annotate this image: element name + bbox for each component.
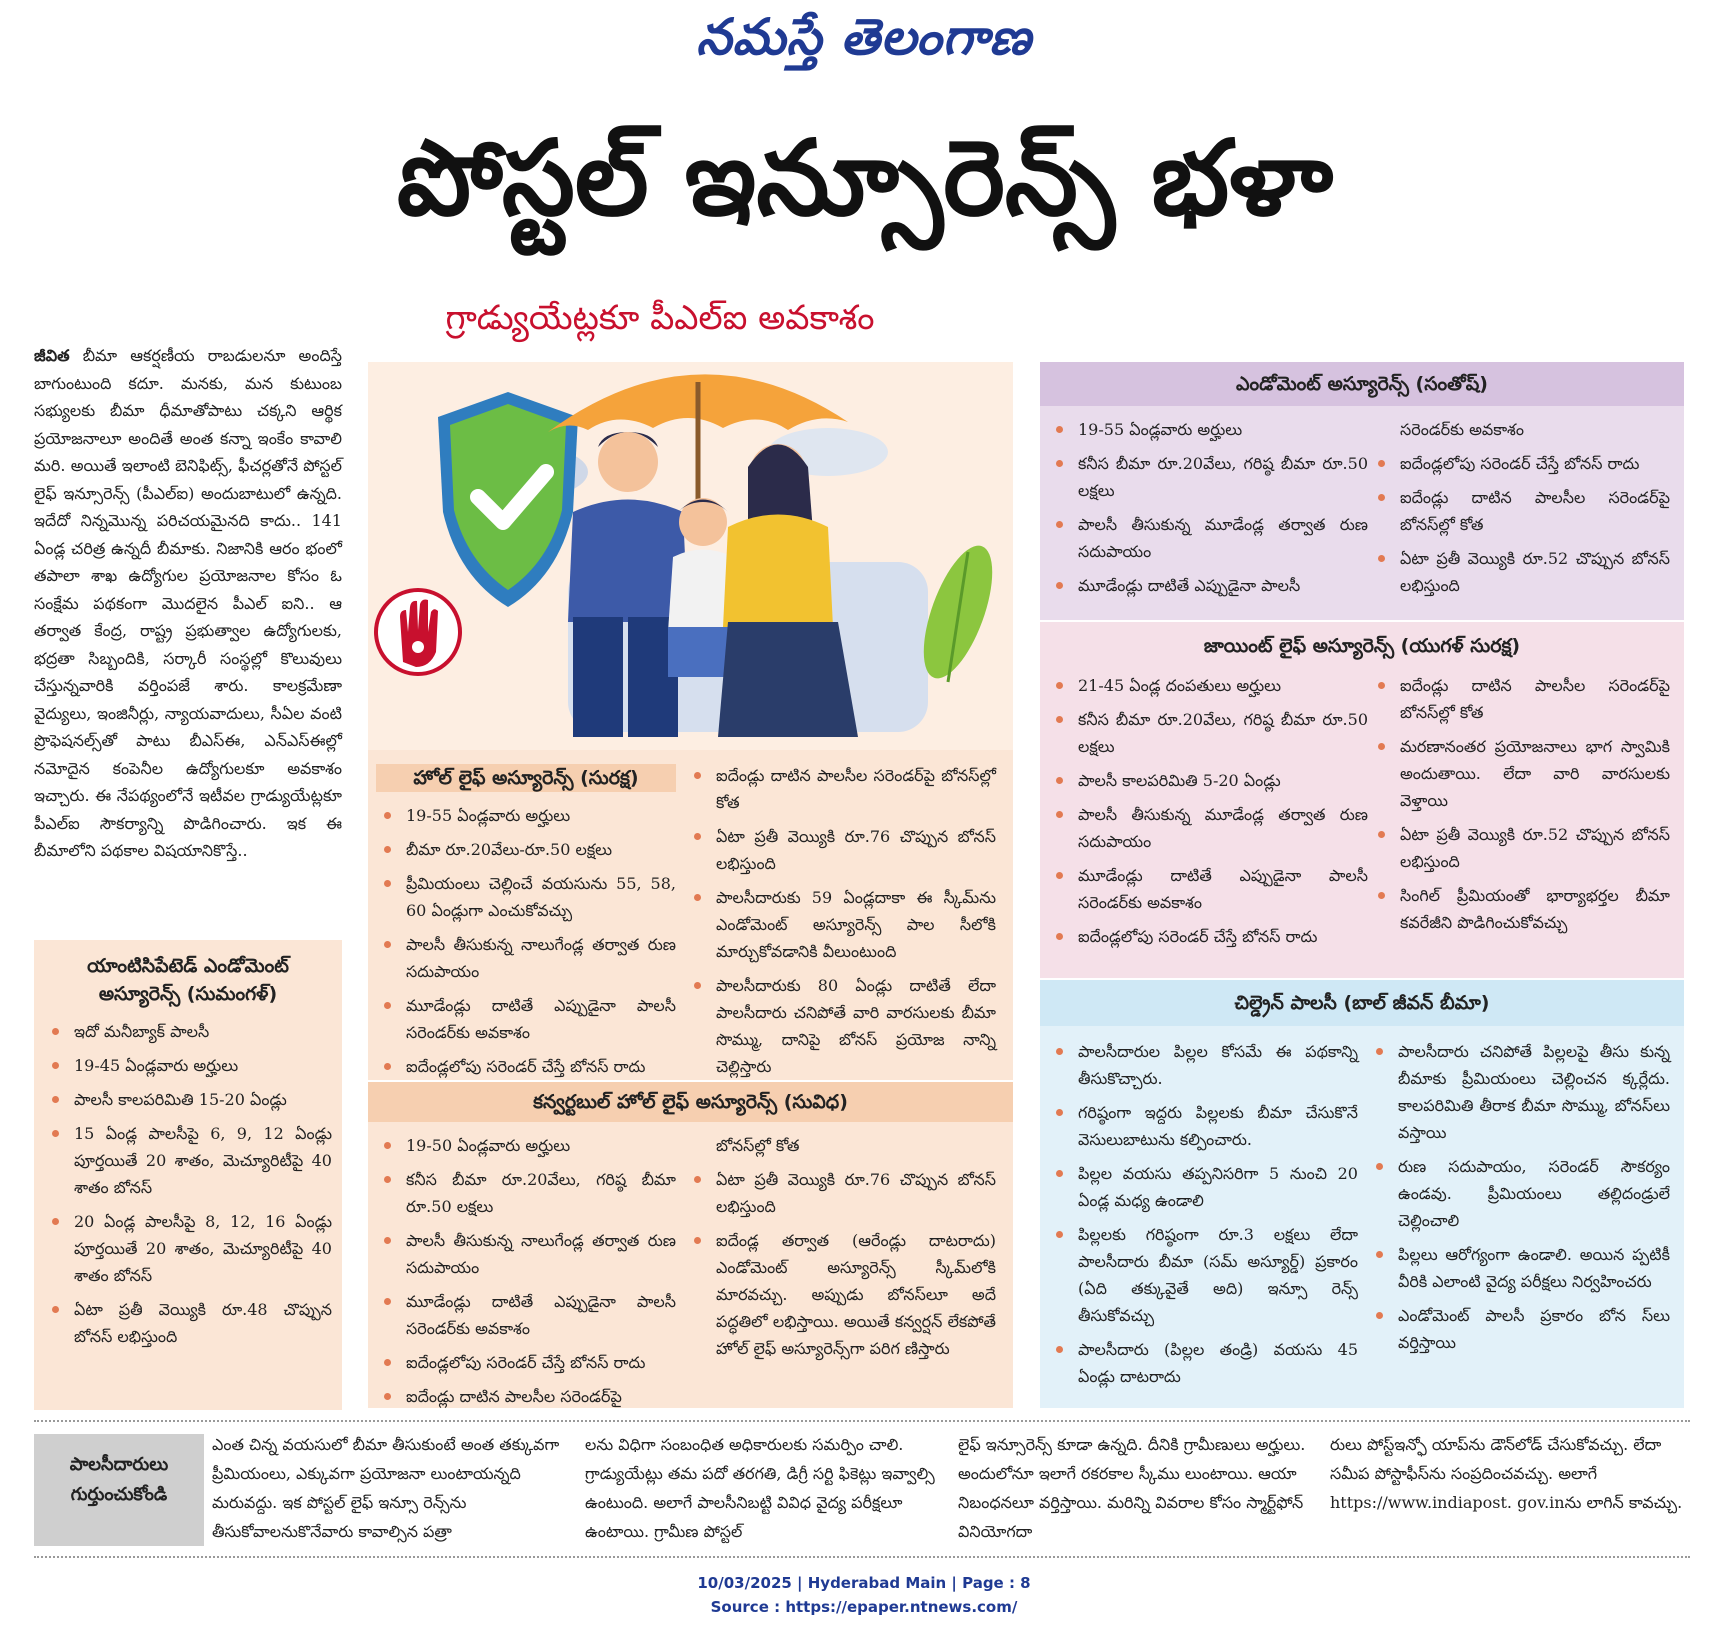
endowment-right-list — [1370, 450, 1670, 606]
subheadline: గ్రాడ్యుయేట్లకూ పీఎల్ఐ అవకాశం — [445, 298, 875, 338]
list-item: ఇదో మనీబ్యాక్ పాలసీ — [44, 1018, 332, 1045]
list-item: పాలసీ తీసుకున్న మూడేండ్ల తర్వాత రుణ సదుపాయం — [1048, 801, 1368, 855]
list-item: ఐదేండ్లలోపు సరెండర్ చేస్తే బోనస్ రాదు — [376, 1349, 676, 1376]
list-item: సింగిల్ ప్రీమియంతో భార్యాభర్తల బీమా కవరేజీని పొడిగించుకోవచ్చు — [1370, 882, 1670, 936]
intro-paragraph — [34, 342, 342, 865]
list-item: పిల్లలు ఆరోగ్యంగా ఉండాలి. అయిన ప్పటికీ వీరికి ఎలాంటి వైద్య పరీక్షలు నిర్వహించరు — [1368, 1241, 1670, 1295]
convertible-box — [368, 1082, 1013, 1408]
list-item: పాలసీ కాలపరిమితి 5-20 ఏండ్లు — [1048, 767, 1368, 794]
anticipated-list — [44, 1018, 332, 1350]
masthead: నమస్తే తెలంగాణ — [696, 8, 1032, 66]
endowment-box — [1040, 362, 1684, 620]
whole-life-title: హోల్ లైఫ్ అస్యూరెన్స్ (సురక్ష) — [376, 764, 676, 792]
footer-note-col2: లను విధిగా సంబంధిత అధికారులకు సమర్పిం చాలి. గ్రాడ్యుయేట్లు తమ పదో తరగతి, డిగ్రీ సర్టి ఫికెట్లు ఇవ్వాల్సి ఉంటుంది. అలాగే పాలసీనిబట్టి వివిధ వైద్య పరీక్షలూ ఉంటాయి. గ్రామీణ పోస్టల్ — [585, 1435, 935, 1541]
anticipated-title: యాంటిసిపేటెడ్ ఎండోమెంట్ అస్యూరెన్స్ (సుమంగళ్) — [87, 955, 289, 1005]
list-item: పాలసీ తీసుకున్న నాలుగేండ్ల తర్వాత రుణ సదుపాయం — [376, 931, 676, 985]
list-item: రుణ సదుపాయం, సరెండర్ సౌకర్యం ఉండవు. ప్రీమియంలు తల్లిదండ్రులే చెల్లించాలి — [1368, 1153, 1670, 1234]
list-item: గరిష్ఠంగా ఇద్దరు పిల్లలకు బీమా చేసుకొనే వెసులుబాటును కల్పించారు. — [1048, 1099, 1358, 1153]
intro-text: బీమా ఆకర్షణీయ రాబడులనూ అందిస్తే బాగుంటుంది కదూ. మనకు, మన కుటుంబ సభ్యులకు బీమా ధీమాతోపాటు చక్కని ఆర్థిక ప్రయోజనాలూ అందితే అంత కన్నా ఇంకేం కావాలి మరి. అయితే ఇలాంటి బెనిఫిట్స్, ఫీచర్లతోనే పోస్టల్ లైఫ్ ఇన్సూరెన్స్ (పీఎల్ఐ) అందుబాటులో ఉన్నది. ఇదేదో నిన్నమొన్న పరిచయమైనది కాదు.. 141 ఏండ్ల చరిత్ర ఉన్నదీ బీమాకు. నిజానికి ఆరం భంలో తపాలా శాఖ ఉద్యోగుల ప్రయోజనాల కోసం ఓ సంక్షేమ పథకంగా మొదలైన పీఎల్ ఐని.. ఆ తర్వాత కేంద్ర, రాష్ట్ర ప్రభుత్వాల ఉద్యోగులకు, భద్రతా సిబ్బందికి, సర్కారీ సంస్థల్లో కొలువులు చేస్తున్నవారికి వర్తింపజే శారు. కాలక్రమేణా వైద్యులు, ఇంజినీర్లు, న్యాయవాదులు, సీఏల వంటి ప్రొఫెషనల్స్‌తో పాటు బీఎస్ఈ, ఎన్ఎస్ఈల్లో నమోదైన కంపెనీల ఉద్యోగులకూ అవకాశం ఇచ్చారు. ఈ నేపథ్యంలోనే ఇటీవల గ్రాడ్యుయేట్లకూ పీఎల్ఐ సౌకర్యాన్ని పొడిగించారు. ఇక ఈ బీమాలోని పథకాల విషయానికొస్తే.. — [34, 346, 342, 860]
list-item: పాలసీ తీసుకున్న నాలుగేండ్ల తర్వాత రుణ సదుపాయం — [376, 1227, 676, 1281]
convertible-title: కన్వర్టబుల్ హోల్ లైఫ్ అస్యూరెన్స్ (సువిధ) — [368, 1082, 1013, 1122]
children-box — [1040, 980, 1684, 1408]
list-item: 19-45 ఏండ్లవారు అర్హులు — [44, 1052, 332, 1079]
children-left-list — [1048, 1038, 1358, 1397]
list-item: మూడేండ్లు దాటితే ఎప్పుడైనా పాలసీ — [1048, 572, 1368, 599]
whole-life-right-list — [686, 762, 996, 1087]
list-item: మరణానంతర ప్రయోజనాలు భాగ స్వామికి అందుతాయి. లేదా వారి వారసులకు వెళ్తాయి — [1370, 733, 1670, 814]
list-item: ఏటా ప్రతీ వెయ్యికి రూ.48 చొప్పున బోనస్ లభిస్తుంది — [44, 1296, 332, 1350]
joint-life-left-list — [1048, 672, 1368, 957]
list-item: కనీస బీమా రూ.20వేలు, గరిష్ఠ బీమా రూ.50 లక్షలు — [1048, 706, 1368, 760]
list-item: ఐదేండ్లు దాటిన పాలసీల సరెండర్‌పై బోనస్‌ల్లో కోత — [686, 762, 996, 816]
list-item: ఐదేండ్లలోపు సరెండర్ చేస్తే బోనస్ రాదు — [1048, 923, 1368, 950]
list-item: పిల్లల వయసు తప్పనిసరిగా 5 నుంచి 20 ఏండ్ల మధ్య ఉండాలి — [1048, 1160, 1358, 1214]
endowment-title: ఎండోమెంట్ అస్యూరెన్స్ (సంతోష్) — [1040, 362, 1684, 406]
whole-life-box — [368, 750, 1013, 1080]
list-item: పాలసీదారు (పిల్లల తండ్రి) వయసు 45 ఏండ్లు దాటరాదు — [1048, 1336, 1358, 1390]
list-item: మూడేండ్లు దాటితే ఎప్పుడైనా పాలసీ సరెండర్‌కు అవకాశం — [1048, 862, 1368, 916]
endowment-left-list — [1048, 416, 1368, 606]
hand-logo-icon — [376, 590, 460, 674]
footer-note-col4: రులు పోస్ట్‌ఇన్ఫో యాప్‌ను డౌన్‌లోడ్ చేసుకోవచ్చు. లేదా సమీప పోస్టాఫీస్‌ను సంప్రదించవచ్చు. అలాగే https://www.indiapost. gov.inను లాగిన్ కావచ్చు. — [1330, 1435, 1683, 1512]
date-page-line: 10/03/2025 | Hyderabad Main | Page : 8 — [697, 1574, 1031, 1592]
intro-lead: జీవిత — [34, 346, 70, 365]
divider-top — [34, 1420, 1690, 1422]
list-item: పాలసీ కాలపరిమితి 15-20 ఏండ్లు — [44, 1086, 332, 1113]
whole-life-left-list — [376, 802, 676, 1087]
list-item: ప్రీమియంలు చెల్లించే వయసును 55, 58, 60 ఏండ్లుగా ఎంచుకోవచ్చు — [376, 870, 676, 924]
list-item: ఐదేండ్ల తర్వాత (ఆరేండ్లు దాటరాదు) ఎండోమెంట్ అస్యూరెన్స్ స్కీమ్‌లోకి మారవచ్చు. అప్పుడు బోనస్‌లూ అదే పద్ధతిలో లభిస్తాయి. అయితే కన్వర్షన్ లేకపోతే హోల్ లైఫ్ అస్యూరెన్స్‌గా పరిగ ణిస్తారు — [686, 1227, 996, 1362]
list-item: పాలసీదారుల పిల్లల కోసమే ఈ పథకాన్ని తీసుకొచ్చారు. — [1048, 1038, 1358, 1092]
endowment-right-continuation: సరెండర్‌కు అవకాశం — [1400, 420, 1524, 439]
convertible-right-continuation: బోనస్‌ల్లో కోత — [716, 1136, 800, 1155]
family-illustration — [368, 362, 1013, 750]
joint-life-title: జాయింట్ లైఫ్ అస్యూరెన్స్ (యుగళ్ సురక్ష) — [1203, 635, 1521, 657]
list-item: 19-55 ఏండ్లవారు అర్హులు — [1048, 416, 1368, 443]
list-item: పాలసీదారు చనిపోతే పిల్లలపై తీసు కున్న బీమాకు ప్రీమియంలు చెల్లించన క్కర్లేదు. కాలపరిమితి తీరాక బీమా సొమ్ము, బోనస్‌లు వస్తాయి — [1368, 1038, 1670, 1146]
list-item: బీమా రూ.20వేలు-రూ.50 లక్షలు — [376, 836, 676, 863]
children-title: చిల్డ్రెన్ పాలసీ (బాల్ జీవన్ బీమా) — [1040, 980, 1684, 1026]
anticipated-box — [34, 940, 342, 1410]
list-item: ఐదేండ్లు దాటిన పాలసీల సరెండర్‌పై బోనస్‌ల్లో కోత — [1370, 672, 1670, 726]
list-item: ఏటా ప్రతీ వెయ్యికి రూ.52 చొప్పున బోనస్ లభిస్తుంది — [1370, 545, 1670, 599]
list-item: ఏటా ప్రతీ వెయ్యికి రూ.76 చొప్పున బోనస్ లభిస్తుంది — [686, 823, 996, 877]
source-link[interactable]: Source : https://epaper.ntnews.com/ — [710, 1598, 1018, 1616]
headline: పోస్టల్ ఇన్సూరెన్స్ భళా — [396, 117, 1334, 239]
list-item: ఎండోమెంట్ పాలసీ ప్రకారం బోన స్‌లు వర్తిస్తాయి — [1368, 1302, 1670, 1356]
list-item: ఐదేండ్లు దాటిన పాలసీల సరెండర్‌పై బోనస్‌ల్లో కోత — [1370, 484, 1670, 538]
joint-life-box — [1040, 622, 1684, 978]
children-right-list — [1368, 1038, 1670, 1363]
list-item: 19-50 ఏండ్లవారు అర్హులు — [376, 1132, 676, 1159]
illustration-svg — [368, 362, 1013, 750]
footer-note-col1: ఎంత చిన్న వయసులో బీమా తీసుకుంటే అంత తక్కువగా ప్రీమియంలు, ఎక్కువగా ప్రయోజనా లుంటాయన్నది మరువద్దు. ఇక పోస్టల్ లైఫ్ ఇన్సూ రెన్స్‌ను తీసుకోవాలనుకొనేవారు కావాల్సిన పత్రా — [212, 1435, 560, 1541]
list-item: ఏటా ప్రతీ వెయ్యికి రూ.76 చొప్పున బోనస్ లభిస్తుంది — [686, 1166, 996, 1220]
list-item: పాలసీ తీసుకున్న మూడేండ్ల తర్వాత రుణ సదుపాయం — [1048, 511, 1368, 565]
list-item: 19-55 ఏండ్లవారు అర్హులు — [376, 802, 676, 829]
list-item: ఐదేండ్లు దాటిన పాలసీల సరెండర్‌పై — [376, 1383, 676, 1410]
list-item: కనీస బీమా రూ.20వేలు, గరిష్ఠ బీమా రూ.50 లక్షలు — [376, 1166, 676, 1220]
list-item: పిల్లలకు గరిష్ఠంగా రూ.3 లక్షలు లేదా పాలసీదారు బీమా (సమ్ అస్యూర్డ్) ప్రకారం (ఏది తక్కువైతే అది) ఇన్సూ రెన్స్ తీసుకోవచ్చు — [1048, 1221, 1358, 1329]
list-item: పాలసీదారుకు 59 ఏండ్లదాకా ఈ స్కీమ్‌ను ఎండోమెంట్ అస్యూరెన్స్ పాల సీలోకి మార్చుకోవడానికి వీలుంటుంది — [686, 884, 996, 965]
list-item: ఐదేండ్లలోపు సరెండర్ చేస్తే బోనస్ రాదు — [1370, 450, 1670, 477]
list-item: మూడేండ్లు దాటితే ఎప్పుడైనా పాలసీ సరెండర్‌కు అవకాశం — [376, 1288, 676, 1342]
list-item: మూడేండ్లు దాటితే ఎప్పుడైనా పాలసీ సరెండర్‌కు అవకాశం — [376, 992, 676, 1046]
list-item: ఐదేండ్లలోపు సరెండర్ చేస్తే బోనస్ రాదు — [376, 1053, 676, 1080]
divider-bottom — [34, 1556, 1690, 1558]
list-item: 15 ఏండ్ల పాలసీపై 6, 9, 12 ఏండ్లు పూర్తయితే 20 శాతం, మెచ్యూరిటీపై 40 శాతం బోనస్ — [44, 1120, 332, 1201]
convertible-right-list — [686, 1166, 996, 1369]
shield-check-icon — [438, 392, 578, 607]
footer-note-label: పాలసీదారులు గుర్తుంచుకోండి — [34, 1434, 204, 1546]
list-item: పాలసీదారుకు 80 ఏండ్లు దాటితే లేదా పాలసీదారు చనిపోతే వారి వారసులకు బీమా సొమ్ము, దానిపై బోనస్ ప్రయోజ నాన్ని చెల్లిస్తారు — [686, 972, 996, 1080]
list-item: కనీస బీమా రూ.20వేలు, గరిష్ఠ బీమా రూ.50 లక్షలు — [1048, 450, 1368, 504]
joint-life-right-list — [1370, 672, 1670, 943]
footer-note-col3: లైఫ్ ఇన్సూరెన్స్ కూడా ఉన్నది. దీనికి గ్రామీణులు అర్హులు. అందులోనూ ఇలాగే రకరకాల స్కీము లుంటాయి. ఆయా నిబంధనలూ వర్తిస్తాయి. మరిన్ని వివరాల కోసం స్మార్ట్‌ఫోన్ వినియోగదా — [958, 1435, 1306, 1541]
list-item: 21-45 ఏండ్ల దంపతులు అర్హులు — [1048, 672, 1368, 699]
list-item: 20 ఏండ్ల పాలసీపై 8, 12, 16 ఏండ్లు పూర్తయితే 20 శాతం, మెచ్యూరిటీపై 40 శాతం బోనస్ — [44, 1208, 332, 1289]
list-item: ఏటా ప్రతీ వెయ్యికి రూ.52 చొప్పున బోనస్ లభిస్తుంది — [1370, 821, 1670, 875]
convertible-left-list — [376, 1132, 676, 1417]
